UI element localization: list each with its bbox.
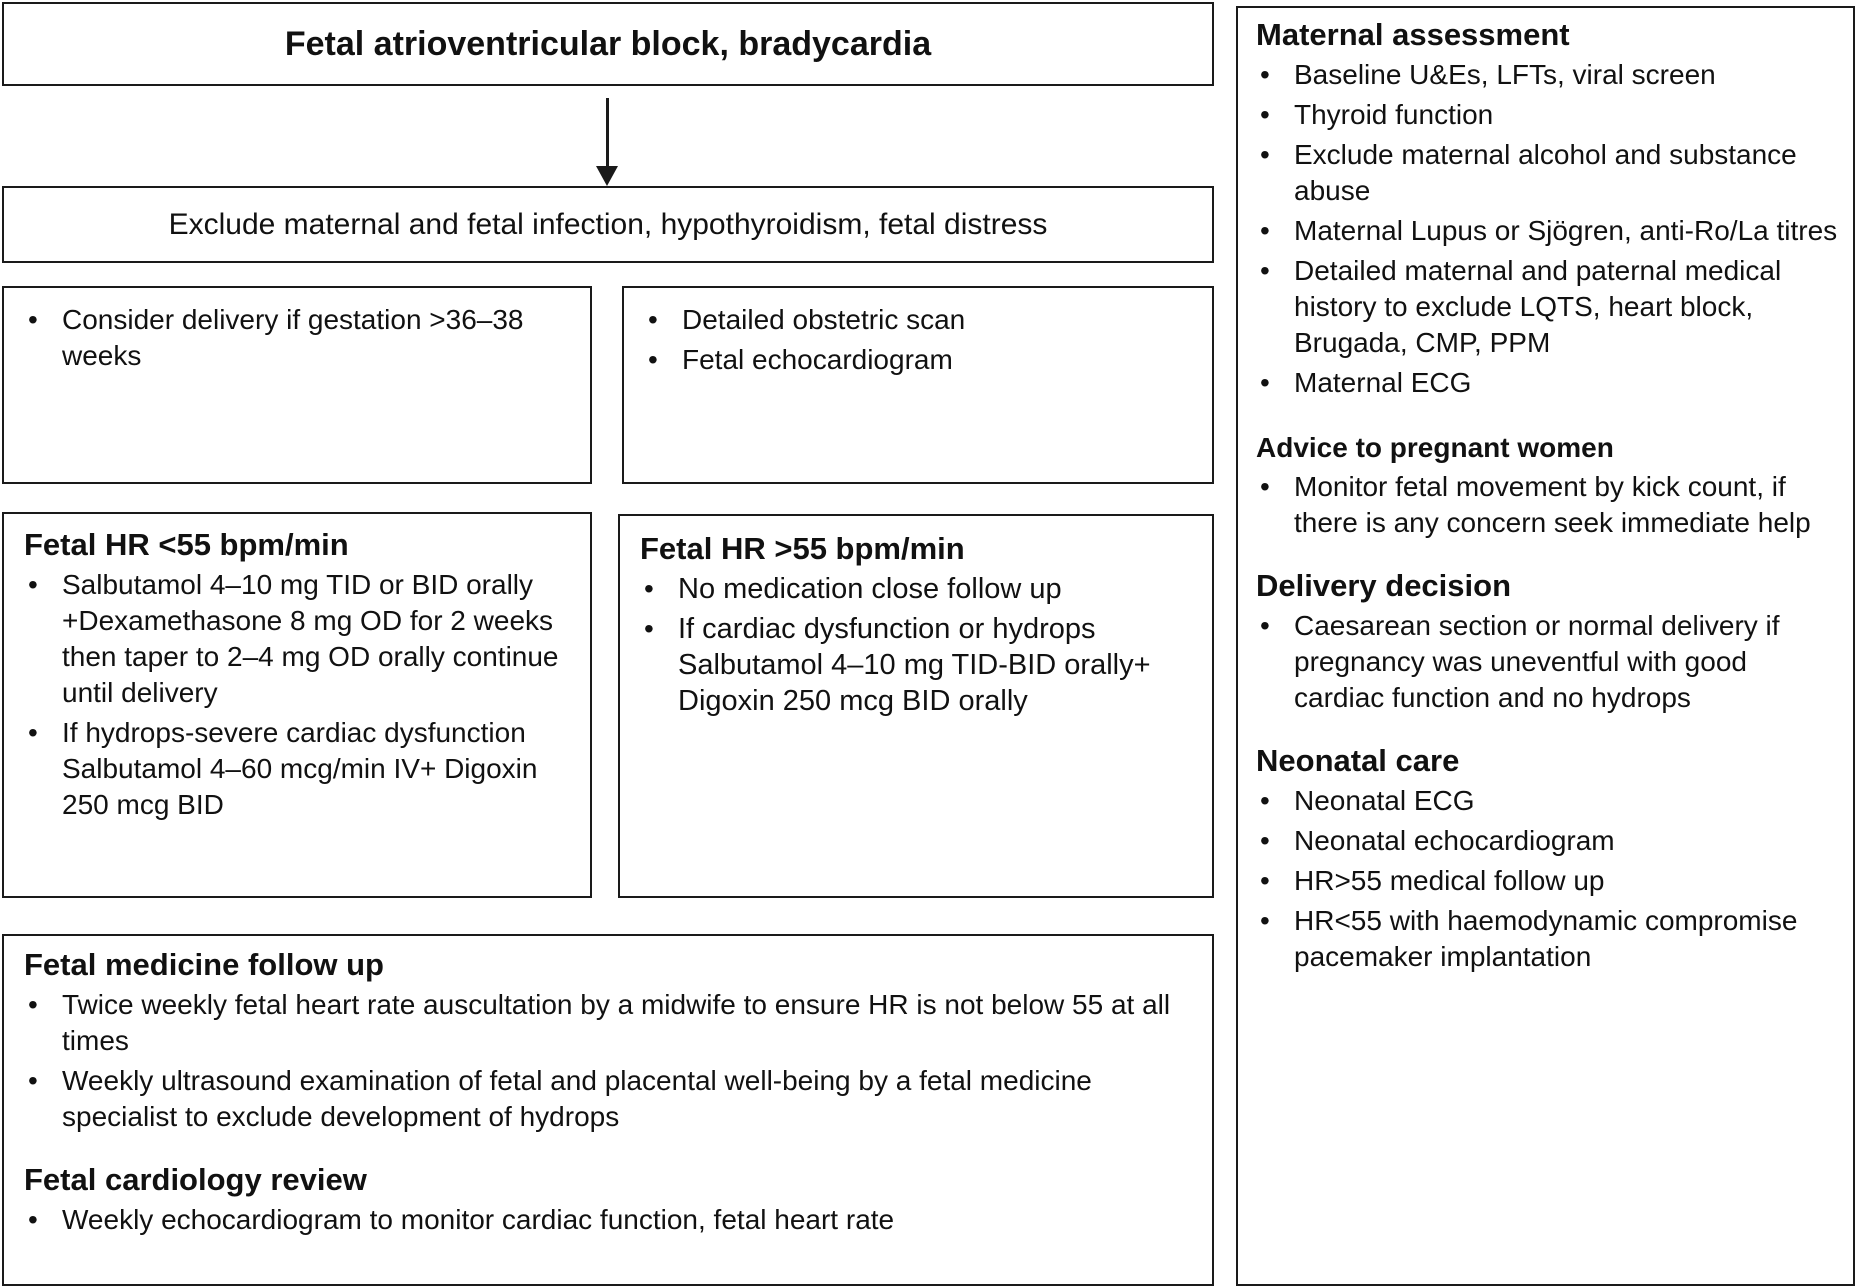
sidebar-box [1236, 6, 1855, 1286]
hr-high-heading: Fetal HR >55 bpm/min [640, 531, 965, 566]
delivery-decision-heading: Delivery decision [1256, 567, 1512, 603]
flow-arrow-line [606, 98, 609, 170]
flow-arrow-head-icon [596, 166, 618, 186]
exclude-text: Exclude maternal and fetal infection, hypothyroidism, fetal distress [168, 207, 1048, 241]
delivery-consider-list [24, 302, 574, 374]
list-item: • No medication close follow up [640, 571, 1204, 607]
list-item: • HR>55 medical follow up [1256, 863, 1843, 899]
fetal-cardiology-list [24, 1202, 1192, 1238]
list-item: • Salbutamol 4–10 mg TID or BID orally +Dexamethasone 8 mg OD for 2 weeks then taper to 2–4 mg OD orally continue until delivery [24, 567, 574, 711]
list-item: • Thyroid function [1256, 97, 1843, 133]
neonatal-care-list [1256, 783, 1843, 975]
list-item: • Consider delivery if gestation >36–38 weeks [24, 302, 574, 374]
scan-box [622, 286, 1214, 484]
hr-low-box [2, 512, 592, 898]
fetal-cardiology-heading: Fetal cardiology review [24, 1162, 367, 1198]
list-item: • Twice weekly fetal heart rate auscultation by a midwife to ensure HR is not below 55 at all times [24, 987, 1192, 1059]
diagram-title: Fetal atrioventricular block, bradycardia [284, 25, 932, 63]
list-item: • Exclude maternal alcohol and substance abuse [1256, 137, 1843, 209]
advice-heading: Advice to pregnant women [1256, 432, 1614, 464]
title-box [2, 2, 1214, 86]
list-item: • Neonatal echocardiogram [1256, 823, 1843, 859]
list-item: • Detailed maternal and paternal medical history to exclude LQTS, heart block, Brugada, CMP, PPM [1256, 253, 1843, 361]
list-item: • If hydrops-severe cardiac dysfunction Salbutamol 4–60 mcg/min IV+ Digoxin 250 mcg BID [24, 715, 574, 823]
fetal-medicine-heading: Fetal medicine follow up [24, 947, 384, 982]
list-item: • Weekly echocardiogram to monitor cardiac function, fetal heart rate [24, 1202, 1192, 1238]
hr-high-box [618, 514, 1214, 898]
list-item: • Maternal ECG [1256, 365, 1843, 401]
fetal-medicine-list [24, 987, 1192, 1135]
list-item: • Neonatal ECG [1256, 783, 1843, 819]
list-item: • Weekly ultrasound examination of fetal and placental well-being by a fetal medicine specialist to exclude development of hydrops [24, 1063, 1192, 1135]
list-item: • Detailed obstetric scan [644, 302, 1196, 338]
maternal-assessment-heading: Maternal assessment [1256, 17, 1570, 52]
list-item: • Fetal echocardiogram [644, 342, 1196, 378]
maternal-assessment-list [1256, 57, 1843, 401]
delivery-decision-list [1256, 608, 1843, 716]
list-item: • If cardiac dysfunction or hydrops Salbutamol 4–10 mg TID-BID orally+ Digoxin 250 mcg BID orally [640, 611, 1204, 719]
delivery-consider-box [2, 286, 592, 484]
scan-list [644, 302, 1196, 378]
neonatal-care-heading: Neonatal care [1256, 742, 1460, 778]
exclude-box [2, 186, 1214, 263]
hr-low-list [24, 567, 574, 823]
list-item: • Monitor fetal movement by kick count, if there is any concern seek immediate help [1256, 469, 1843, 541]
advice-list [1256, 469, 1843, 541]
followup-box [2, 934, 1214, 1286]
list-item: • Maternal Lupus or Sjögren, anti-Ro/La titres [1256, 213, 1843, 249]
list-item: • HR<55 with haemodynamic compromise pacemaker implantation [1256, 903, 1843, 975]
hr-high-list [640, 571, 1204, 719]
list-item: • Caesarean section or normal delivery if pregnancy was uneventful with good cardiac function and no hydrops [1256, 608, 1843, 716]
list-item: • Baseline U&Es, LFTs, viral screen [1256, 57, 1843, 93]
hr-low-heading: Fetal HR <55 bpm/min [24, 527, 349, 562]
